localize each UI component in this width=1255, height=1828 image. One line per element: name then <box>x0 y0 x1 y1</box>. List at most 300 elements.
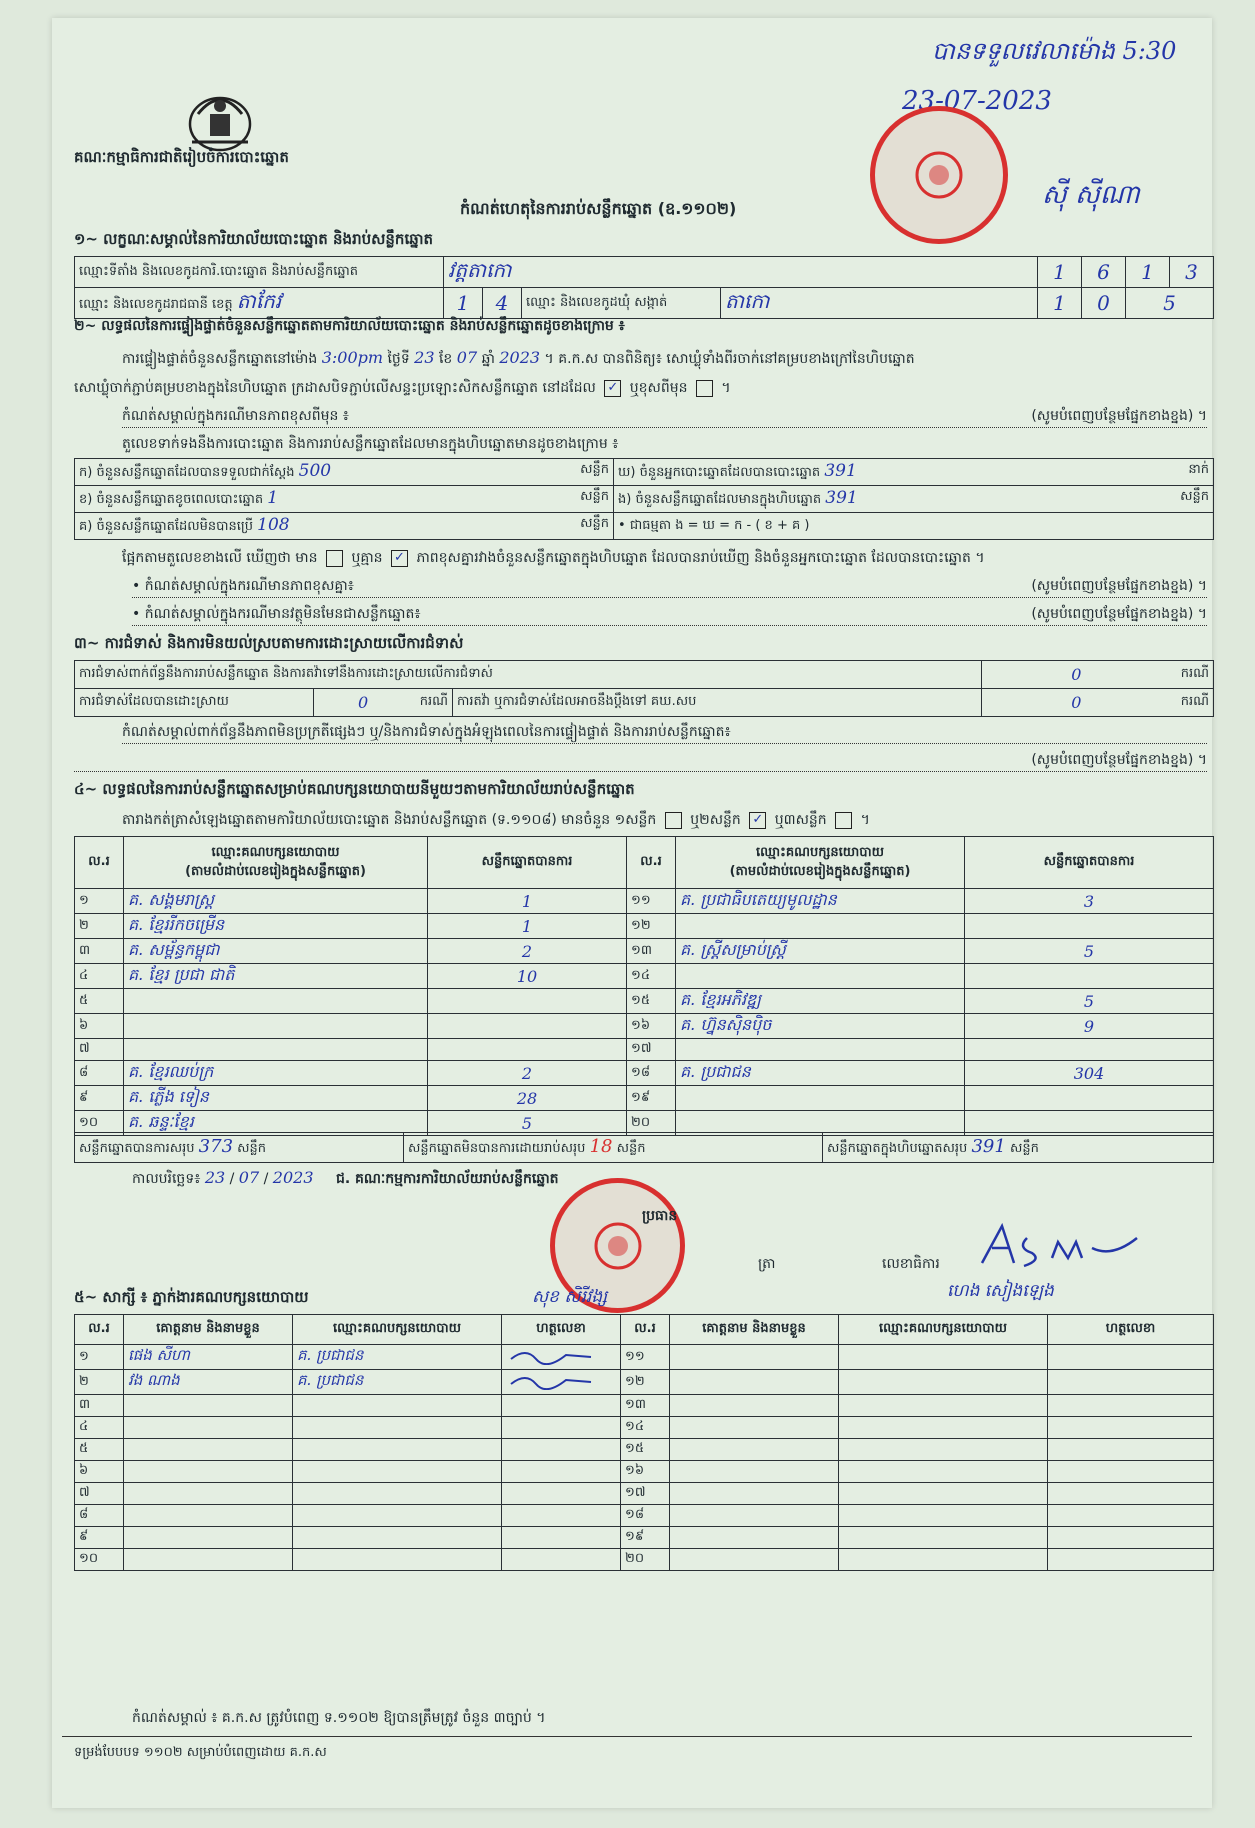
col-party-sub: (តាមលំដាប់លេខរៀងក្នុងសន្លឹកឆ្នោត) <box>729 863 911 879</box>
vote-count: 9 <box>965 1014 1214 1039</box>
count-a-label: ក) ចំនួនសន្លឹកឆ្នោតដែលបានទទួលជាក់ស្ដែង <box>79 465 295 480</box>
unit: សន្លឹក <box>580 489 609 504</box>
party-name: គ. ប្រជាជន <box>293 1370 502 1395</box>
party-name <box>839 1505 1048 1527</box>
party-name: គ. សម្ព័ន្ធកម្ពុជា <box>124 939 428 964</box>
stamp-label: ត្រា <box>758 1256 776 1272</box>
row-no: ១៥ <box>621 1439 670 1461</box>
row-no: ៤ <box>75 964 124 989</box>
total-valid-label: សន្លឹកឆ្នោតបានការសរុប <box>79 1141 195 1156</box>
date-line: កាលបរិច្ឆេទ៖ 23 / 07 / 2023 ជ. គណៈកម្មការការិយាល័យរាប់សន្លឹកឆ្នោត <box>132 1168 559 1187</box>
party-name <box>839 1527 1048 1549</box>
witness-name <box>670 1461 839 1483</box>
party-name <box>293 1461 502 1483</box>
party-name <box>839 1439 1048 1461</box>
unit: សន្លឹក <box>580 462 609 477</box>
row-no: ៩ <box>75 1527 124 1549</box>
row-no: ៨ <box>75 1505 124 1527</box>
signature-cell <box>502 1461 621 1483</box>
province-code-digit: 4 <box>495 291 509 315</box>
witness-name <box>124 1461 293 1483</box>
col-sign: ហត្ថលេខា <box>502 1315 621 1345</box>
row-no: ៦ <box>75 1461 124 1483</box>
objection-r1-value: 0 <box>1071 665 1082 684</box>
col-sign: ហត្ថលេខា <box>1048 1315 1214 1345</box>
signature-cell <box>1048 1370 1214 1395</box>
witness-name <box>124 1527 293 1549</box>
has-diff-checkbox[interactable] <box>326 550 343 567</box>
section4-intro: តារាងកត់ត្រាសំឡេងឆ្នោតតាមការិយាល័យបោះឆ្នោត និងរាប់សន្លឹកឆ្នោត (ទ.១១០៨) មានចំនួន ១សន្លឹក ឬ២សន្លឹក ✓ ឬ៣សន្លឹក ។ <box>122 811 870 828</box>
fill-more-note: (សូមបំពេញបន្ថែមផ្នែកខាងខ្នង) ។ <box>1031 752 1207 768</box>
count-e-value: 391 <box>825 488 858 508</box>
table-row <box>75 1086 1214 1111</box>
office-code-digit: 6 <box>1097 260 1110 284</box>
section3-title: ៣~ ការជំទាស់ និងការមិនយល់ស្របតាមការដោះស្រាយលើការជំទាស់ <box>74 634 464 652</box>
col-votes: សន្លឹកឆ្នោតបានការ <box>428 837 627 889</box>
form-title: កំណត់ហេតុនៃការរាប់សន្លឹកឆ្នោត (ឧ.១១០២) <box>460 199 737 218</box>
count-d-label: ឃ) ចំនួនអ្នកបោះឆ្នោតដែលបានបោះឆ្នោត <box>618 465 821 480</box>
table-row <box>75 1039 1214 1061</box>
party-name <box>839 1483 1048 1505</box>
row-no: ១០ <box>75 1111 124 1136</box>
row-no: ១ <box>75 1345 124 1370</box>
secretary-name: ហេង សៀងឡេង <box>947 1281 1054 1301</box>
party-name <box>839 1549 1048 1571</box>
section2-title: ២~ លទ្ធផលនៃការផ្ទៀងផ្ទាត់ចំនួនសន្លឹកឆ្នោតតាមការិយាល័យបោះឆ្នោត និងរាប់សន្លឹកឆ្នោតដូចខាងក្រោម ៖ <box>74 318 625 334</box>
opt2-label: ឬ២សន្លឹក <box>690 812 741 828</box>
table-row <box>75 889 1214 914</box>
vote-count: 1 <box>428 889 627 914</box>
signature-cell <box>1048 1395 1214 1417</box>
objection-r3-label: ការតវ៉ា ឬការជំទាស់ដែលអាចនឹងប្ដឹងទៅ គឃ.សប <box>453 689 982 717</box>
party-name <box>839 1395 1048 1417</box>
witness-name <box>670 1483 839 1505</box>
party-name <box>293 1395 502 1417</box>
party-name <box>293 1483 502 1505</box>
unit: ករណី <box>1170 661 1213 689</box>
row-no: ៧ <box>75 1039 124 1061</box>
row-no: ២០ <box>627 1111 676 1136</box>
table-row <box>75 1439 1214 1461</box>
row-no: ១១ <box>621 1345 670 1370</box>
verify-text: សោឃ្លុំចាក់ភ្ជាប់គម្របខាងក្នុងនៃហិបឆ្នោត ក្រដាសបិទភ្ជាប់លើសន្ទះប្រឡោះសិកសន្លឹកឆ្នោត នៅដដែល <box>74 380 596 396</box>
party-name: គ. ខ្មែររីកចម្រើន <box>124 914 428 939</box>
commune-label: ឈ្មោះ និងលេខកូដឃុំ សង្កាត់ <box>522 288 721 319</box>
party-name: គ. ខ្មែរឈប់ក្រ <box>124 1061 428 1086</box>
unit: សន្លឹក <box>580 516 609 531</box>
office-code-digit: 1 <box>1053 260 1066 284</box>
unit: ករណី <box>1170 689 1213 717</box>
col-party: ឈ្មោះគណបក្សនយោបាយ <box>756 844 884 860</box>
vote-count: 2 <box>428 939 627 964</box>
signature-cell <box>502 1439 621 1461</box>
objection-r2-value: 0 <box>358 693 369 712</box>
seal-emblem-icon <box>588 1216 648 1276</box>
party-name: គ. ប្រជាជន <box>676 1061 965 1086</box>
table-row <box>75 1345 1214 1370</box>
witness-name <box>124 1395 293 1417</box>
fill-more-note: (សូមបំពេញបន្ថែមផ្នែកខាងខ្នង) ។ <box>1031 606 1207 622</box>
col-votes: សន្លឹកឆ្នោតបានការ <box>965 837 1214 889</box>
section1-table <box>74 256 1214 319</box>
unit: សន្លឹក <box>237 1141 267 1156</box>
office-code-digit: 1 <box>1141 260 1154 284</box>
note-mismatch-label: កំណត់សម្គាល់ក្នុងករណីមានភាពខុសគ្នា៖ <box>144 578 354 594</box>
col-no: ល.រ <box>621 1315 670 1345</box>
count-d-value: 391 <box>824 461 857 481</box>
unit: សន្លឹក <box>616 1141 646 1156</box>
row-no: ១៨ <box>627 1061 676 1086</box>
note-mismatch-line: • កំណត់សម្គាល់ក្នុងករណីមានភាពខុសគ្នា៖ (សូមបំពេញបន្ថែមផ្នែកខាងខ្នង) ។ <box>132 576 1207 598</box>
witness-name <box>670 1345 839 1370</box>
three-sheet-checkbox[interactable] <box>835 812 852 829</box>
party-name <box>293 1417 502 1439</box>
party-name: គ. ស្ត្រីសម្រាប់ស្ត្រី <box>676 939 965 964</box>
party-name <box>124 1039 428 1061</box>
secretary-signature-icon <box>972 1218 1142 1278</box>
two-sheet-checkbox[interactable]: ✓ <box>749 812 766 829</box>
totals-table <box>74 1132 1214 1163</box>
signature-cell <box>502 1505 621 1527</box>
party-name <box>293 1439 502 1461</box>
party-name <box>839 1370 1048 1395</box>
row-no: ១០ <box>75 1549 124 1571</box>
row-no: ១៩ <box>627 1086 676 1111</box>
table-row <box>75 1527 1214 1549</box>
row-no: ១២ <box>621 1370 670 1395</box>
party-name <box>676 914 965 939</box>
secretary-label: លេខាធិការ <box>882 1256 940 1272</box>
verify-time: 3:00pm <box>321 348 384 367</box>
row-no: ១៣ <box>621 1395 670 1417</box>
col-name: គោត្តនាម និងនាមខ្លួន <box>670 1315 839 1345</box>
vote-count <box>428 1039 627 1061</box>
fill-more-note: (សូមបំពេញបន្ថែមផ្នែកខាងខ្នង) ។ <box>1031 408 1207 424</box>
objections-table <box>74 660 1214 717</box>
party-name <box>293 1527 502 1549</box>
results-table <box>74 836 1214 1136</box>
objection-r1-label: ការជំទាស់ពាក់ព័ន្ធនឹងការរាប់សន្លឹកឆ្នោត និងការតវ៉ាទៅនឹងការដោះស្រាយលើការជំទាស់ <box>75 661 982 689</box>
signature-cell <box>1048 1527 1214 1549</box>
nec-emblem-icon <box>180 84 260 156</box>
province-label: ឈ្មោះ និងលេខកូដរាជធានី ខេត្ត <box>79 297 233 312</box>
section4-title: ៤~ លទ្ធផលនៃការរាប់សន្លឹកឆ្នោតសម្រាប់គណបក្សនយោបាយនីមួយៗតាមការិយាល័យរាប់សន្លឹកឆ្នោត <box>74 780 635 798</box>
vote-count: 28 <box>428 1086 627 1111</box>
row-no: ២ <box>75 1370 124 1395</box>
col-party: ឈ្មោះគណបក្សនយោបាយ <box>293 1315 502 1345</box>
row-no: ១៧ <box>627 1039 676 1061</box>
row-no: ៥ <box>75 989 124 1014</box>
wrong-label: ឬខុសពីមុន <box>629 380 688 396</box>
signature-cell <box>1048 1549 1214 1571</box>
party-name: គ. ប្រជាជន <box>293 1345 502 1370</box>
party-name: គ. ឆន្ទៈខ្មែរ <box>124 1111 428 1136</box>
row-no: ៥ <box>75 1439 124 1461</box>
signature-cell <box>1048 1439 1214 1461</box>
vote-count: 10 <box>428 964 627 989</box>
commune-code-digit: 0 <box>1097 291 1110 315</box>
total-box-value: 391 <box>971 1136 1006 1157</box>
col-party: ឈ្មោះគណបក្សនយោបាយ <box>839 1315 1048 1345</box>
unit: សន្លឹក <box>1009 1141 1039 1156</box>
formula: ជាធម្មតា ង = ឃ = ក - ( ខ + គ ) <box>629 517 810 533</box>
row-no: ១ <box>75 889 124 914</box>
date-day: 23 <box>204 1168 226 1187</box>
vote-count <box>965 1086 1214 1111</box>
signature-cell <box>502 1395 621 1417</box>
signature-cell <box>502 1345 621 1370</box>
signature-cell <box>502 1417 621 1439</box>
row-no: ១៧ <box>621 1483 670 1505</box>
total-invalid-value: 18 <box>589 1136 613 1157</box>
count-c-label: គ) ចំនួនសន្លឹកឆ្នោតដែលមិនបានប្រើ <box>79 519 253 534</box>
witness-name <box>670 1370 839 1395</box>
table-row <box>75 1061 1214 1086</box>
party-name <box>293 1549 502 1571</box>
row-no: ១៦ <box>621 1461 670 1483</box>
table-row <box>75 1014 1214 1039</box>
count-b-value: 1 <box>267 488 279 508</box>
table-row <box>75 989 1214 1014</box>
verify-year: 2023 <box>499 348 541 367</box>
row-no: ១៤ <box>621 1417 670 1439</box>
witness-name <box>670 1417 839 1439</box>
witness-name <box>124 1505 293 1527</box>
date-month: 07 <box>238 1168 260 1187</box>
no-diff-checkbox[interactable]: ✓ <box>391 550 408 567</box>
conclusion-text: ភាពខុសគ្នារវាងចំនួនសន្លឹកឆ្នោតក្នុងហិបឆ្នោត ដែលបានរាប់ឃើញ និងចំនួនអ្នកបោះឆ្នោត ដែលបានបោះឆ្នោត ។ <box>416 550 985 566</box>
vote-count <box>428 1014 627 1039</box>
witness-name <box>670 1439 839 1461</box>
commune-code-digit: 1 <box>1053 291 1066 315</box>
verify-text: ការផ្ទៀងផ្ទាត់ចំនួនសន្លឹកឆ្នោតនៅម៉ោង <box>122 351 318 367</box>
intro-text: តារាងកត់ត្រាសំឡេងឆ្នោតតាមការិយាល័យបោះឆ្នោត និងរាប់សន្លឹកឆ្នោត (ទ.១១០៨) មានចំនួន ១សន្លឹក <box>122 812 657 828</box>
receipt-signature: ស៊ី ស៊ីណា <box>1042 180 1140 210</box>
count-e-label: ង) ចំនួនសន្លឹកឆ្នោតដែលមានក្នុងហិបឆ្នោត <box>618 492 822 507</box>
same-checkbox[interactable]: ✓ <box>604 380 621 397</box>
counts-table: ក) ចំនួនសន្លឹកឆ្នោតដែលបានទទួលជាក់ស្ដែង 500 សន្លឹក ឃ) ចំនួនអ្នកបោះឆ្នោតដែលបានបោះឆ្នោត 391 នាក់ ខ) ចំនួនសន្លឹកឆ្នោតខូចពេលបោះឆ្នោត 1 សន្លឹក ង) ចំនួនសន្លឹកឆ្នោតដែលមានក្នុងហិបឆ្នោត 391 សន្លឹក គ) ចំនួនសន្លឹកឆ្នោតដែលមិនបានប្រើ 108 សន្លឹក • ជាធម្មតា ង = ឃ = ក - ( ខ + គ ) <box>74 458 1214 540</box>
witness-name <box>670 1505 839 1527</box>
total-box-label: សន្លឹកឆ្នោតក្នុងហិបឆ្នោតសរុប <box>827 1141 968 1156</box>
party-name: គ. ហ្វ៊ុនស៊ិនប៉ិច <box>676 1014 965 1039</box>
witness-name <box>670 1549 839 1571</box>
witness-name: ផេង សីហា <box>124 1345 293 1370</box>
row-no: ១៥ <box>627 989 676 1014</box>
opt3-label: ឬ៣សន្លឹក <box>774 812 827 828</box>
date-label: កាលបរិច្ឆេទ៖ <box>132 1171 201 1187</box>
wrong-checkbox[interactable] <box>696 380 713 397</box>
count-b-label: ខ) ចំនួនសន្លឹកឆ្នោតខូចពេលបោះឆ្នោត <box>79 492 264 507</box>
row-no: ៦ <box>75 1014 124 1039</box>
col-party-sub: (តាមលំដាប់លេខរៀងក្នុងសន្លឹកឆ្នោត) <box>185 863 366 879</box>
vote-count: 3 <box>965 889 1214 914</box>
table-row <box>75 1395 1214 1417</box>
objection-r3-value: 0 <box>1071 693 1082 712</box>
row-no: ១៤ <box>627 964 676 989</box>
vote-count: 2 <box>428 1061 627 1086</box>
signature-cell <box>1048 1505 1214 1527</box>
party-name: គ. សង្គមរាស្ត្រ <box>124 889 428 914</box>
one-sheet-checkbox[interactable] <box>665 812 682 829</box>
office-label: ឈ្មោះទីតាំង និងលេខកូដការិ.បោះឆ្នោត និងរាប់សន្លឹកឆ្នោត <box>75 257 444 288</box>
unit: ករណី <box>419 694 448 709</box>
signature-cell <box>1048 1461 1214 1483</box>
witness-table <box>74 1314 1214 1571</box>
total-valid-value: 373 <box>198 1136 234 1157</box>
chair-label: ប្រធាន <box>642 1208 678 1224</box>
org-name: គណៈកម្មាធិការជាតិរៀបចំការបោះឆ្នោត <box>74 148 289 166</box>
vote-count <box>428 989 627 1014</box>
table-row <box>75 1370 1214 1395</box>
unit: នាក់ <box>1188 462 1209 477</box>
table-row <box>75 914 1214 939</box>
commune-code-digit: 5 <box>1163 291 1176 315</box>
chair-name: សុខ សិរីវង្ស <box>532 1287 608 1307</box>
receipt-date: 23-07-2023 <box>902 86 1052 116</box>
form-sheet <box>52 18 1212 1808</box>
row-no: ៣ <box>75 939 124 964</box>
numbers-intro: តួលេខទាក់ទងនឹងការបោះឆ្នោត និងការរាប់សន្លឹកឆ្នោតដែលមានក្នុងហិបឆ្នោតមានដូចខាងក្រោម ៖ <box>122 436 619 452</box>
office-value: វត្តតាកោ <box>448 258 512 282</box>
objection-r2-label: ការជំទាស់ដែលបានដោះស្រាយ <box>75 689 314 717</box>
party-name <box>676 964 965 989</box>
day-label: ថ្ងៃទី <box>387 351 410 367</box>
note-strange-line: • កំណត់សម្គាល់ក្នុងករណីមានវត្ថុមិនមែនជាសន្លឹកឆ្នោត៖ (សូមបំពេញបន្ថែមផ្នែកខាងខ្នង) ។ <box>132 604 1207 626</box>
row-no: ១៩ <box>621 1527 670 1549</box>
conclusion-text: ផ្អែកតាមតួលេខខាងលើ ឃើញថា មាន <box>122 550 318 566</box>
office-code-digit: 3 <box>1185 260 1198 284</box>
row-no: ១៨ <box>621 1505 670 1527</box>
note-diff-label: កំណត់សម្គាល់ក្នុងករណីមានភាពខុសពីមុន ៖ <box>122 408 349 424</box>
col-no: ល.រ <box>75 1315 124 1345</box>
footnote: កំណត់សម្គាល់ ៖ គ.ក.ស ត្រូវបំពេញ ទ.១១០២ ឱ្យបានត្រឹមត្រូវ ចំនួន ៣ច្បាប់ ។ <box>132 1710 546 1726</box>
party-name <box>839 1461 1048 1483</box>
row-no: ៨ <box>75 1061 124 1086</box>
vote-count: 5 <box>965 989 1214 1014</box>
vote-count <box>965 1039 1214 1061</box>
divider <box>62 1736 1192 1737</box>
signature-cell <box>502 1483 621 1505</box>
table-row <box>75 1483 1214 1505</box>
party-name <box>124 989 428 1014</box>
witness-signature-icon <box>506 1370 596 1390</box>
form-note: ទម្រង់បែបបទ ១១០២ សម្រាប់បំពេញដោយ គ.ក.ស <box>74 1745 327 1760</box>
table-row <box>75 1461 1214 1483</box>
table-row <box>75 1505 1214 1527</box>
receipt-note: បានទទួលវេលាម៉ោង 5:30 <box>932 37 1177 65</box>
seal-emblem-icon <box>909 145 969 205</box>
party-name <box>676 1039 965 1061</box>
section5-title: ៥~ សាក្សី ៖ ភ្នាក់ងារគណបក្សនយោបាយ <box>74 1288 309 1306</box>
witness-name <box>670 1527 839 1549</box>
conclusion-text: ឬគ្មាន <box>351 550 383 566</box>
vote-count: 304 <box>965 1061 1214 1086</box>
conclusion-line <box>122 548 985 569</box>
table-row <box>75 1417 1214 1439</box>
section3-fill-line <box>74 750 1207 772</box>
province-code-digit: 1 <box>456 291 470 315</box>
col-name: គោត្តនាម និងនាមខ្លួន <box>124 1315 293 1345</box>
count-c-value: 108 <box>257 515 290 535</box>
note-strange-label: កំណត់សម្គាល់ក្នុងករណីមានវត្ថុមិនមែនជាសន្លឹកឆ្នោត៖ <box>144 606 421 622</box>
witness-signature-icon <box>506 1345 596 1365</box>
vote-count: 5 <box>965 939 1214 964</box>
signature-cell <box>502 1370 621 1395</box>
table-row <box>75 964 1214 989</box>
verify-line-2: សោឃ្លុំចាក់ភ្ជាប់គម្របខាងក្នុងនៃហិបឆ្នោត ក្រដាសបិទភ្ជាប់លើសន្ទះប្រឡោះសិកសន្លឹកឆ្នោត នៅដដែល ✓ ឬខុសពីមុន ។ <box>74 379 731 396</box>
verify-month: 07 <box>456 348 478 367</box>
row-no: ៩ <box>75 1086 124 1111</box>
sign-org: ជ. គណៈកម្មការការិយាល័យរាប់សន្លឹកឆ្នោត <box>335 1171 559 1187</box>
signature-cell <box>502 1549 621 1571</box>
row-no: ១២ <box>627 914 676 939</box>
witness-name <box>124 1549 293 1571</box>
vote-count: 1 <box>428 914 627 939</box>
signature-cell <box>1048 1417 1214 1439</box>
witness-name <box>124 1483 293 1505</box>
party-name <box>839 1345 1048 1370</box>
party-name: គ. ភ្លើង ទៀន <box>124 1086 428 1111</box>
note-diff-line <box>122 406 1207 428</box>
receipt-stamp <box>870 106 1008 244</box>
row-no: ២ <box>75 914 124 939</box>
total-invalid-label: សន្លឹកឆ្នោតមិនបានការដោយរាប់សរុប <box>408 1141 586 1156</box>
month-label: ខែ <box>438 351 453 367</box>
witness-name <box>124 1439 293 1461</box>
verify-text: ។ គ.ក.ស បានពិនិត្យ៖ សោឃ្លុំទាំងពីរចាក់នៅគម្របខាងក្រៅនៃហិបឆ្នោត <box>544 351 915 367</box>
row-no: ១១ <box>627 889 676 914</box>
section1-title: ១~ លក្ខណៈសម្គាល់នៃការិយាល័យបោះឆ្នោត និងរាប់សន្លឹកឆ្នោត <box>74 230 434 248</box>
table-row <box>75 1549 1214 1571</box>
year-label: ឆ្នាំ <box>481 351 495 367</box>
vote-count <box>965 914 1214 939</box>
table-row <box>75 939 1214 964</box>
party-name <box>676 1086 965 1111</box>
province-value: តាកែវ <box>236 289 282 313</box>
witness-name <box>124 1417 293 1439</box>
verify-line-1 <box>122 348 915 370</box>
row-no: ៤ <box>75 1417 124 1439</box>
row-no: ៧ <box>75 1483 124 1505</box>
row-no: ២០ <box>621 1549 670 1571</box>
verify-day: 23 <box>414 348 435 367</box>
party-name: គ. ខ្មែរអភិវឌ្ឍ <box>676 989 965 1014</box>
signature-cell <box>1048 1483 1214 1505</box>
fill-more-note: (សូមបំពេញបន្ថែមផ្នែកខាងខ្នង) ។ <box>1031 578 1207 594</box>
unit: សន្លឹក <box>1180 489 1209 504</box>
col-party: ឈ្មោះគណបក្សនយោបាយ <box>211 844 340 860</box>
row-no: ៣ <box>75 1395 124 1417</box>
signature-cell <box>1048 1345 1214 1370</box>
party-name <box>839 1417 1048 1439</box>
party-name <box>293 1505 502 1527</box>
count-a-value: 500 <box>298 461 332 481</box>
witness-name <box>670 1395 839 1417</box>
col-no: ល.រ <box>75 837 124 889</box>
col-no: ល.រ <box>627 837 676 889</box>
party-name <box>124 1014 428 1039</box>
signature-cell <box>502 1527 621 1549</box>
vote-count: 5 <box>428 1111 627 1136</box>
row-no: ១៣ <box>627 939 676 964</box>
witness-name: វង ណាង <box>124 1370 293 1395</box>
vote-count <box>965 964 1214 989</box>
date-year: 2023 <box>272 1168 314 1187</box>
commune-value: តាកោ <box>725 289 770 313</box>
party-name: គ. ខ្មែរ ប្រជា ជាតិ <box>124 964 428 989</box>
party-name: គ. ប្រជាធិបតេយ្យមូលដ្ឋាន <box>676 889 965 914</box>
row-no: ១៦ <box>627 1014 676 1039</box>
